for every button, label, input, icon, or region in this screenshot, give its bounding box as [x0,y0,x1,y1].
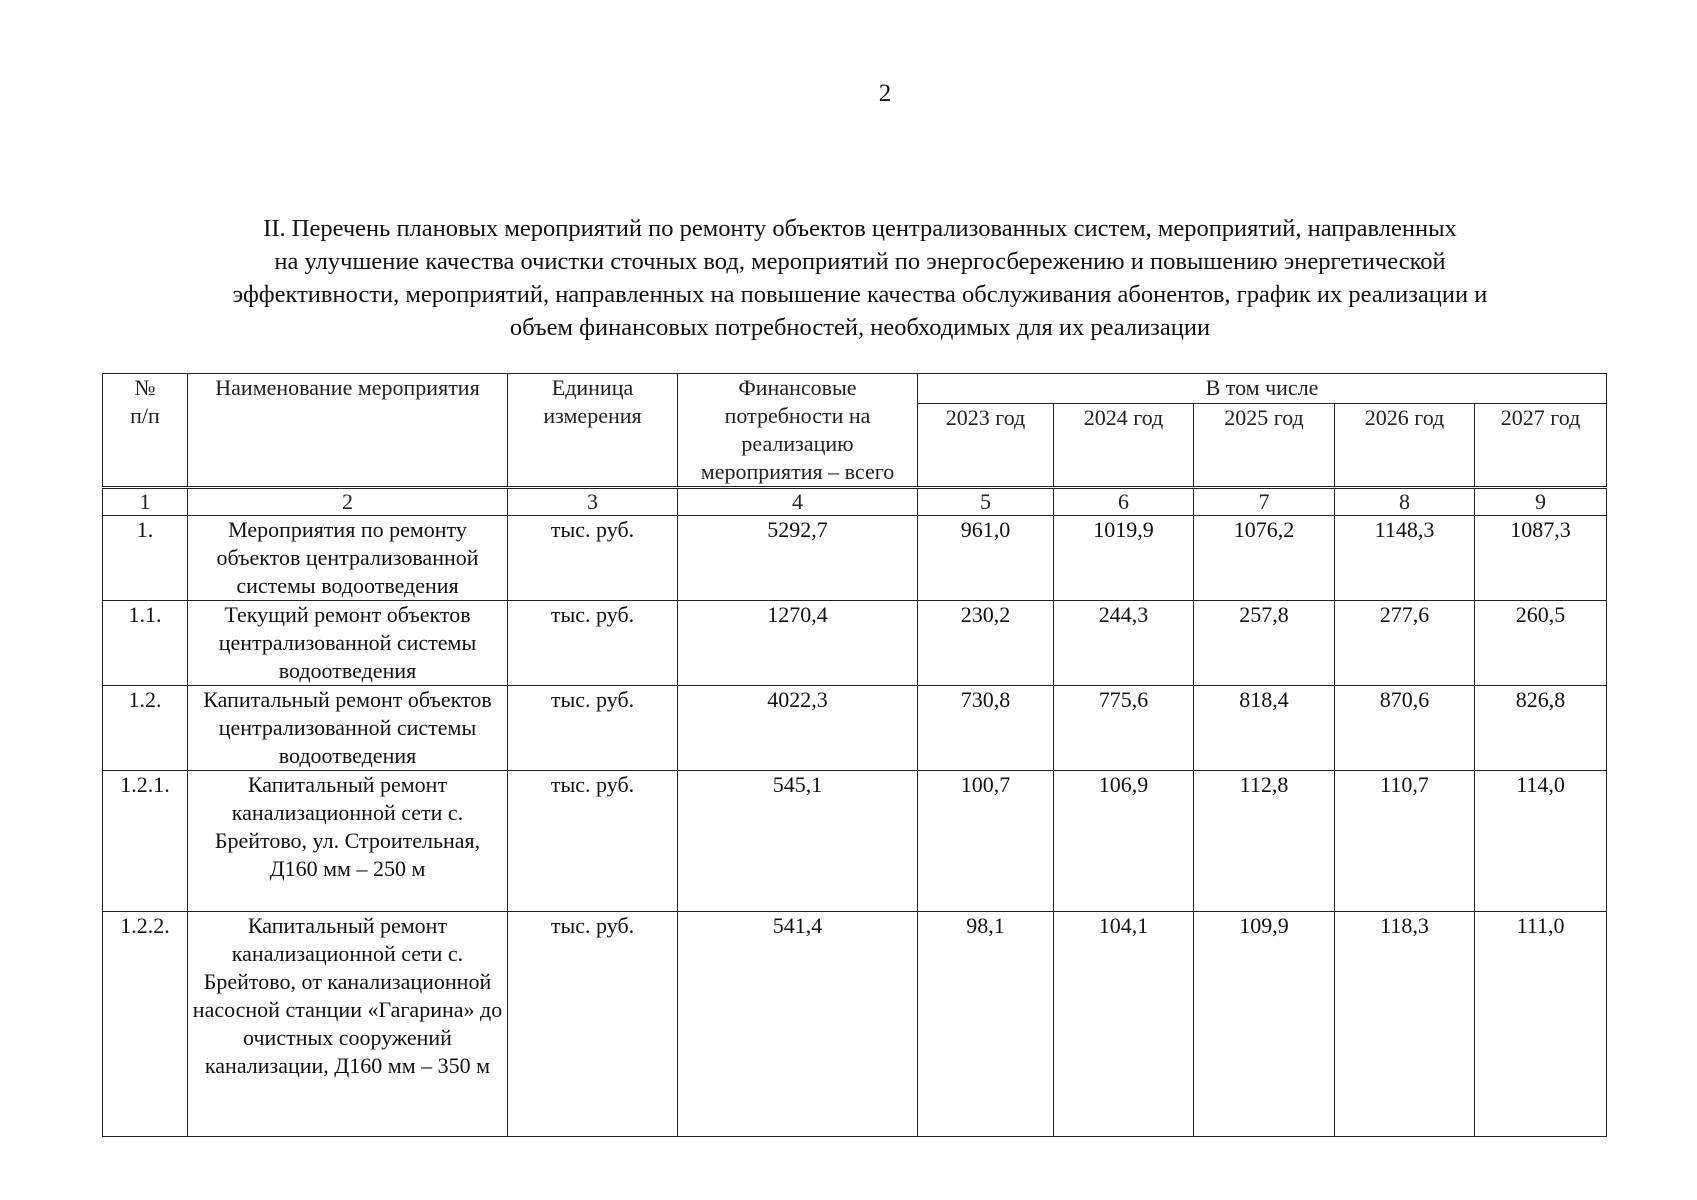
row-num: 1.1. [103,601,188,686]
table-row [103,771,1607,912]
row-total: 4022,3 [678,686,918,771]
row-unit: тыс. руб. [508,601,678,686]
header-year-2026: 2026 год [1335,404,1475,488]
row-year-2026: 118,3 [1335,912,1475,1137]
header-year-2025: 2025 год [1194,404,1335,488]
row-unit: тыс. руб. [508,771,678,912]
header-year-2027: 2027 год [1475,404,1607,488]
column-number: 9 [1475,488,1607,516]
section-heading [110,212,1610,344]
row-year-2027: 114,0 [1475,771,1607,912]
row-unit: тыс. руб. [508,516,678,601]
heading-line: на улучшение качества очистки сточных вод, мероприятий по энергосбережению и повышению энергетической [274,248,1446,275]
column-number: 5 [918,488,1054,516]
row-year-2026: 110,7 [1335,771,1475,912]
column-number: 2 [188,488,508,516]
row-year-2025: 257,8 [1194,601,1335,686]
row-year-2025: 1076,2 [1194,516,1335,601]
column-number: 6 [1054,488,1194,516]
header-year-2023: 2023 год [918,404,1054,488]
row-name: Капитальный ремонт канализационной сети с. Брейтово, ул. Строительная, Д160 мм – 250 м [188,771,508,912]
header-unit: Единица измерения [508,374,678,488]
row-year-2023: 98,1 [918,912,1054,1137]
row-year-2024: 1019,9 [1054,516,1194,601]
column-number: 3 [508,488,678,516]
row-num: 1.2. [103,686,188,771]
measures-table [102,373,1607,1137]
row-year-2027: 260,5 [1475,601,1607,686]
row-num: 1.2.2. [103,912,188,1137]
header-name: Наименование мероприятия [188,374,508,488]
row-year-2023: 230,2 [918,601,1054,686]
row-total: 541,4 [678,912,918,1137]
row-name: Текущий ремонт объектов централизованной системы водоотведения [188,601,508,686]
row-name: Капитальный ремонт канализационной сети с. Брейтово, от канализационной насосной станции «Гагарина» до очистных сооружений канализации, Д160 мм – 350 м [188,912,508,1137]
header-group: В том числе [918,374,1607,404]
heading-line: II. Перечень плановых мероприятий по ремонту объектов централизованных систем, мероприятий, направленных [263,215,1457,242]
row-year-2027: 111,0 [1475,912,1607,1137]
column-number: 7 [1194,488,1335,516]
row-year-2025: 818,4 [1194,686,1335,771]
row-unit: тыс. руб. [508,686,678,771]
row-year-2024: 106,9 [1054,771,1194,912]
table-row [103,686,1607,771]
row-num: 1. [103,516,188,601]
table-row [103,912,1607,1137]
row-year-2025: 112,8 [1194,771,1335,912]
row-year-2026: 870,6 [1335,686,1475,771]
row-year-2027: 1087,3 [1475,516,1607,601]
column-number: 1 [103,488,188,516]
row-year-2026: 277,6 [1335,601,1475,686]
row-year-2024: 104,1 [1054,912,1194,1137]
row-year-2023: 100,7 [918,771,1054,912]
column-number: 4 [678,488,918,516]
row-year-2025: 109,9 [1194,912,1335,1137]
header-num: № п/п [103,374,188,488]
row-total: 5292,7 [678,516,918,601]
table-row [103,516,1607,601]
row-unit: тыс. руб. [508,912,678,1137]
row-name: Мероприятия по ремонту объектов централизованной системы водоотведения [188,516,508,601]
row-name: Капитальный ремонт объектов централизованной системы водоотведения [188,686,508,771]
row-year-2024: 775,6 [1054,686,1194,771]
header-total: Финансовые потребности на реализацию мероприятия – всего [678,374,918,488]
row-year-2023: 961,0 [918,516,1054,601]
header-year-2024: 2024 год [1054,404,1194,488]
table-row [103,601,1607,686]
row-year-2027: 826,8 [1475,686,1607,771]
row-year-2024: 244,3 [1054,601,1194,686]
heading-line: объем финансовых потребностей, необходимых для их реализации [509,314,1211,341]
page-number: 2 [878,80,892,107]
heading-line: эффективности, мероприятий, направленных на повышение качества обслуживания абонентов, график их реализации и [232,281,1488,308]
row-num: 1.2.1. [103,771,188,912]
column-number: 8 [1335,488,1475,516]
row-year-2026: 1148,3 [1335,516,1475,601]
row-total: 1270,4 [678,601,918,686]
row-total: 545,1 [678,771,918,912]
row-year-2023: 730,8 [918,686,1054,771]
